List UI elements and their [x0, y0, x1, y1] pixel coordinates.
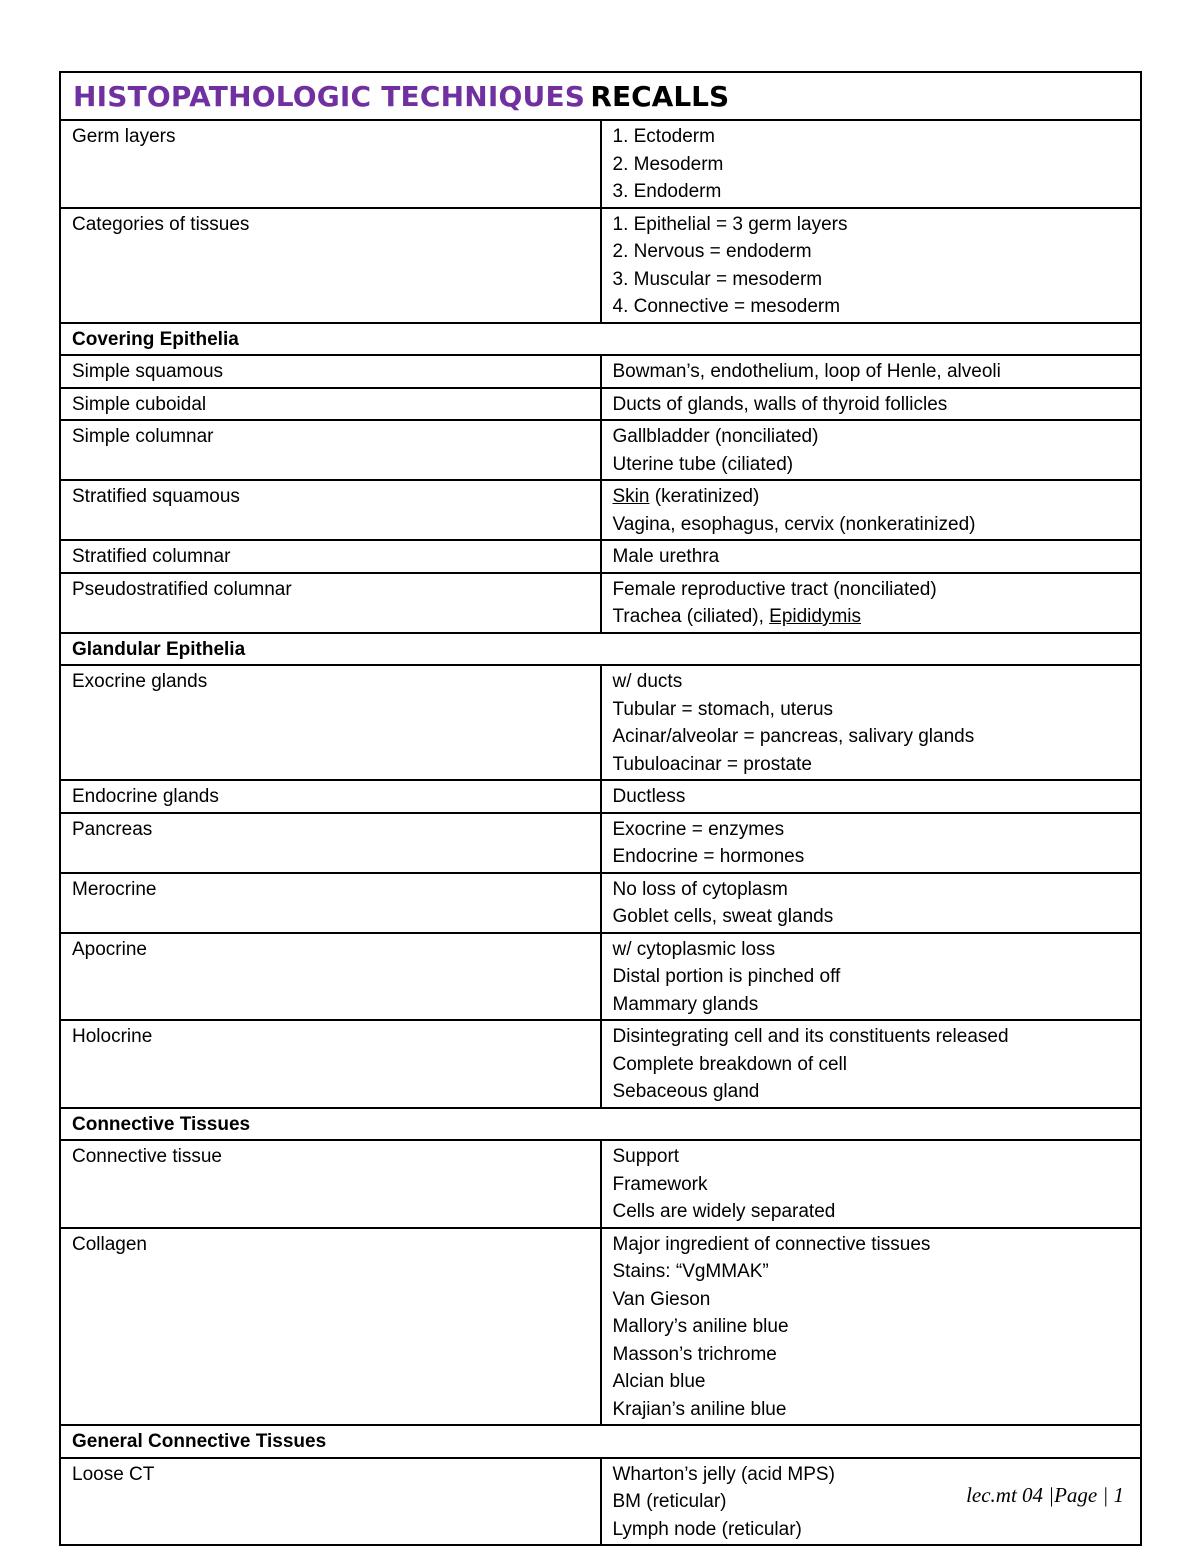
recalls-table — [59, 71, 1142, 1546]
term-cell: Categories of tissues — [60, 208, 601, 323]
description-line: Exocrine = enzymes — [612, 818, 785, 840]
section-heading: Connective Tissues — [60, 1108, 1141, 1141]
description-line: 2. Mesoderm — [612, 153, 724, 175]
term-cell: Germ layers — [60, 120, 601, 208]
description-cell — [601, 1020, 1142, 1108]
term-cell: Merocrine — [60, 873, 601, 933]
description-line: 4. Connective = mesoderm — [612, 296, 841, 317]
description-line: Ductless — [612, 786, 686, 807]
description-line: Alcian blue — [612, 1371, 706, 1392]
term-cell: Apocrine — [60, 933, 601, 1021]
section-row-glandular-epithelia — [60, 633, 1141, 666]
section-row-covering-epithelia — [60, 323, 1141, 356]
term-cell: Simple squamous — [60, 355, 601, 388]
table-row-simple-columnar — [60, 420, 1141, 480]
description-line: Tubular = stomach, uterus — [612, 698, 834, 720]
description-line: Sebaceous gland — [612, 1081, 760, 1102]
description-cell — [601, 420, 1142, 480]
description-line: Distal portion is pinched off — [612, 966, 841, 987]
table-row-merocrine — [60, 873, 1141, 933]
table-row-simple-squamous — [60, 355, 1141, 388]
term-cell: Connective tissue — [60, 1140, 601, 1228]
description-line: Cells are widely separated — [612, 1201, 836, 1222]
section-row-connective-tissues — [60, 1108, 1141, 1141]
title-row — [60, 72, 1141, 120]
description-line: Uterine tube (ciliated) — [612, 453, 794, 475]
table-row-collagen — [60, 1228, 1141, 1426]
title-highlight: HISTOPATHOLOGIC TECHNIQUES — [73, 80, 586, 113]
table-row-stratified-columnar — [60, 540, 1141, 573]
description-line: Bowman’s, endothelium, loop of Henle, alveoli — [612, 361, 1001, 382]
description-line: Endocrine = hormones — [612, 846, 805, 867]
description-line: 3. Muscular = mesoderm — [612, 268, 823, 290]
section-row-general-connective-tissues — [60, 1425, 1141, 1458]
description-line: Ducts of glands, walls of thyroid follicles — [612, 393, 948, 415]
description-line: Wharton’s jelly (acid MPS) — [612, 1463, 835, 1485]
term-cell: Collagen — [60, 1228, 601, 1426]
description-line: Lymph node (reticular) — [612, 1518, 802, 1540]
description-line: BM (reticular) — [612, 1491, 727, 1512]
description-line: w/ cytoplasmic loss — [612, 938, 776, 960]
title-rest: RECALLS — [590, 80, 730, 113]
description-line: No loss of cytoplasm — [612, 878, 788, 900]
term-cell: Stratified squamous — [60, 480, 601, 540]
description-line: 1. Ectoderm — [612, 126, 715, 147]
description-line: 3. Endoderm — [612, 181, 722, 202]
table-row-simple-cuboidal — [60, 388, 1141, 421]
description-line: 2. Nervous = endoderm — [612, 241, 812, 262]
term-cell: Pseudostratified columnar — [60, 573, 601, 633]
description-line: Krajian’s aniline blue — [612, 1398, 787, 1420]
term-cell: Holocrine — [60, 1020, 601, 1108]
term-cell: Exocrine glands — [60, 665, 601, 780]
description-line: Trachea (ciliated), Epididymis — [612, 606, 862, 627]
table-row-connective-tissue — [60, 1140, 1141, 1228]
description-line: Van Gieson — [612, 1288, 711, 1310]
description-line: 1. Epithelial = 3 germ layers — [612, 213, 848, 235]
table-row-categories-of-tissues — [60, 208, 1141, 323]
term-cell: Loose CT — [60, 1458, 601, 1546]
table-row-pseudostratified-columnar — [60, 573, 1141, 633]
description-line: Vagina, esophagus, cervix (nonkeratinized) — [612, 513, 976, 535]
title-cell — [60, 72, 1141, 120]
description-line: Gallbladder (nonciliated) — [612, 426, 819, 447]
page-footer: lec.mt 04 |Page | 1 — [966, 1483, 1124, 1507]
table-row-holocrine — [60, 1020, 1141, 1108]
description-cell — [601, 1140, 1142, 1228]
description-line: Framework — [612, 1173, 708, 1195]
description-cell — [601, 388, 1142, 421]
term-cell: Stratified columnar — [60, 540, 601, 573]
description-line: Masson’s trichrome — [612, 1343, 777, 1365]
section-heading: Glandular Epithelia — [60, 633, 1141, 666]
description-line: w/ ducts — [612, 671, 683, 692]
description-line: Major ingredient of connective tissues — [612, 1233, 931, 1255]
description-cell — [601, 780, 1142, 813]
description-cell — [601, 813, 1142, 873]
description-line: Mallory’s aniline blue — [612, 1316, 789, 1337]
description-cell — [601, 933, 1142, 1021]
table-row-pancreas — [60, 813, 1141, 873]
description-cell — [601, 873, 1142, 933]
description-cell — [601, 355, 1142, 388]
term-cell: Endocrine glands — [60, 780, 601, 813]
term-cell: Simple cuboidal — [60, 388, 601, 421]
description-cell — [601, 573, 1142, 633]
table-row-stratified-squamous — [60, 480, 1141, 540]
table-row-exocrine-glands — [60, 665, 1141, 780]
section-heading: General Connective Tissues — [60, 1425, 1141, 1458]
description-line: Goblet cells, sweat glands — [612, 906, 834, 927]
description-line: Stains: “VgMMAK” — [612, 1261, 769, 1282]
description-cell — [601, 665, 1142, 780]
table-row-endocrine-glands — [60, 780, 1141, 813]
description-line: Skin (keratinized) — [612, 486, 760, 507]
description-line: Tubuloacinar = prostate — [612, 753, 812, 775]
description-cell — [601, 1228, 1142, 1426]
recalls-table-body — [60, 72, 1141, 1545]
term-cell: Simple columnar — [60, 420, 601, 480]
description-line: Male urethra — [612, 546, 720, 567]
table-row-germ-layers — [60, 120, 1141, 208]
term-cell: Pancreas — [60, 813, 601, 873]
description-cell — [601, 480, 1142, 540]
description-line: Mammary glands — [612, 993, 759, 1015]
table-row-apocrine — [60, 933, 1141, 1021]
description-line: Acinar/alveolar = pancreas, salivary glands — [612, 726, 975, 747]
description-line: Support — [612, 1146, 680, 1167]
section-heading: Covering Epithelia — [60, 323, 1141, 356]
description-line: Female reproductive tract (nonciliated) — [612, 578, 937, 600]
description-line: Disintegrating cell and its constituents released — [612, 1026, 1009, 1047]
description-cell — [601, 120, 1142, 208]
description-cell — [601, 540, 1142, 573]
description-line: Complete breakdown of cell — [612, 1053, 847, 1075]
description-cell — [601, 208, 1142, 323]
